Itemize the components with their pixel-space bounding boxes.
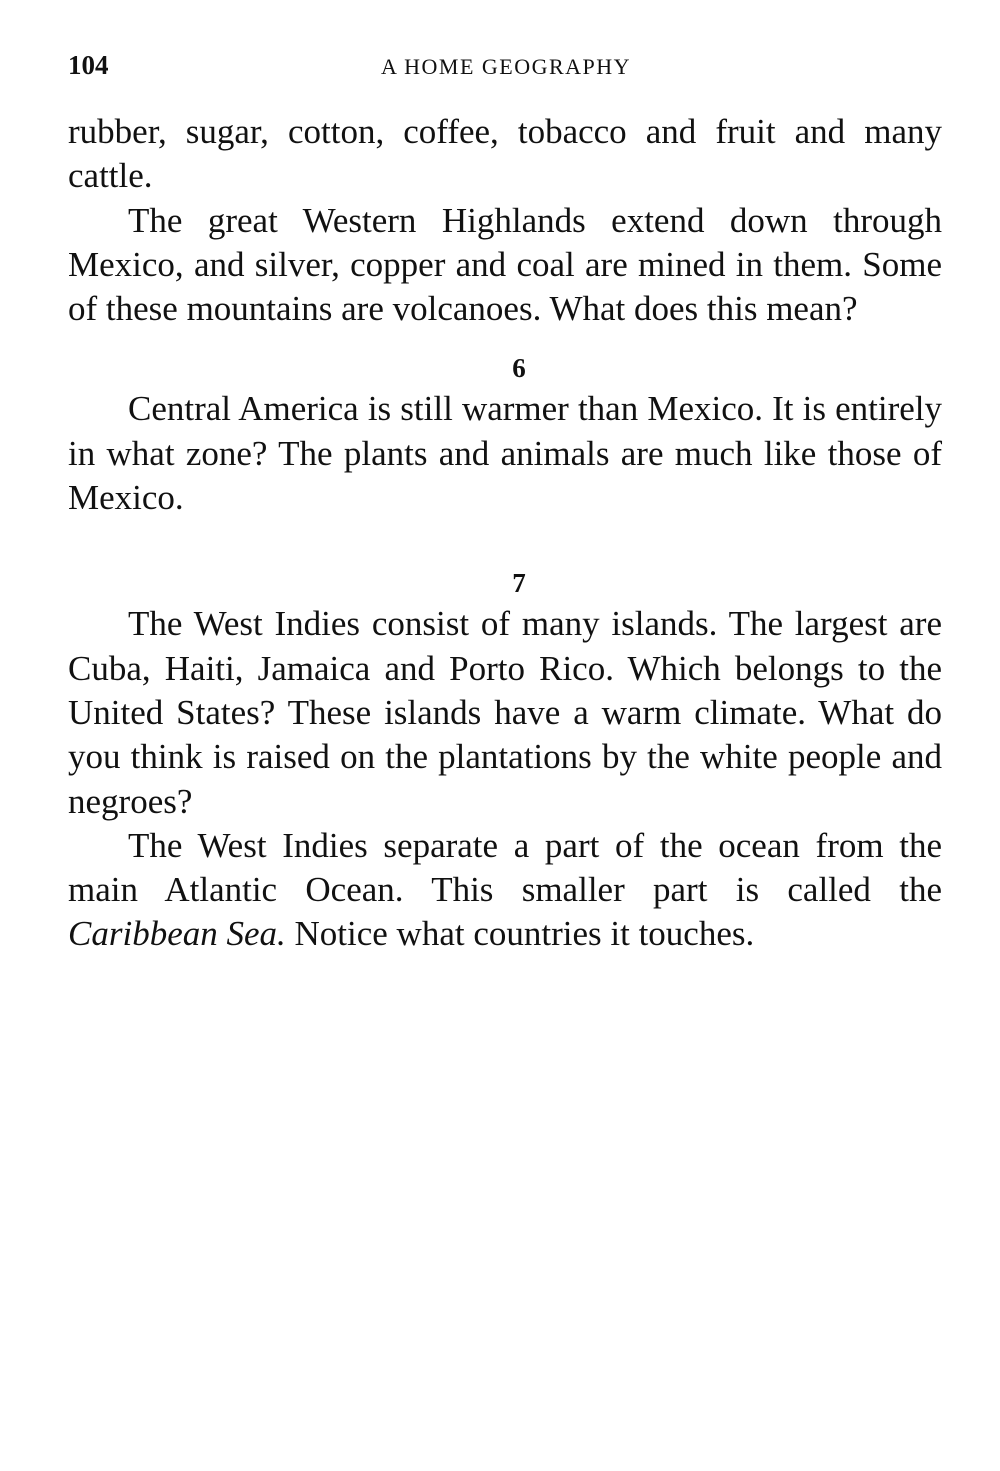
paragraph-west-indies: The West Indies consist of many islands. The largest are Cuba, Haiti, Jamaica and Porto Rico. Which belongs to the United States? These islands have a warm climate. What do you think is raised on the plantations by the white people and negroes? xyxy=(68,604,942,821)
paragraph-western-highlands: The great Western Highlands extend down through Mexico, and silver, copper and coal are mined in them. Some of these mountains are volcanoes. What does this mean? xyxy=(68,200,942,329)
caribbean-text-end: Notice what countries it touches. xyxy=(285,914,755,954)
caribbean-sea-term: Caribbean Sea. xyxy=(68,914,286,954)
page-header xyxy=(68,50,944,84)
paragraph-continued: rubber, sugar, cotton, coffee, tobacco and fruit and many cattle. xyxy=(68,112,942,196)
paragraph-central-america: Central America is still warmer than Mexico. It is entirely in what zone? The plants and animals are much like those of Mexico. xyxy=(68,389,942,518)
running-title: A HOME GEOGRAPHY xyxy=(380,54,632,79)
caribbean-text-start: The West Indies separate a part of the ocean from the main Atlantic Ocean. This smaller part is called the xyxy=(68,825,942,910)
page-body xyxy=(68,110,942,957)
section-number-7: 7 xyxy=(512,568,526,599)
section-number-6: 6 xyxy=(512,353,526,384)
paragraph-caribbean-sea xyxy=(68,824,942,957)
page-number: 104 xyxy=(68,50,109,80)
